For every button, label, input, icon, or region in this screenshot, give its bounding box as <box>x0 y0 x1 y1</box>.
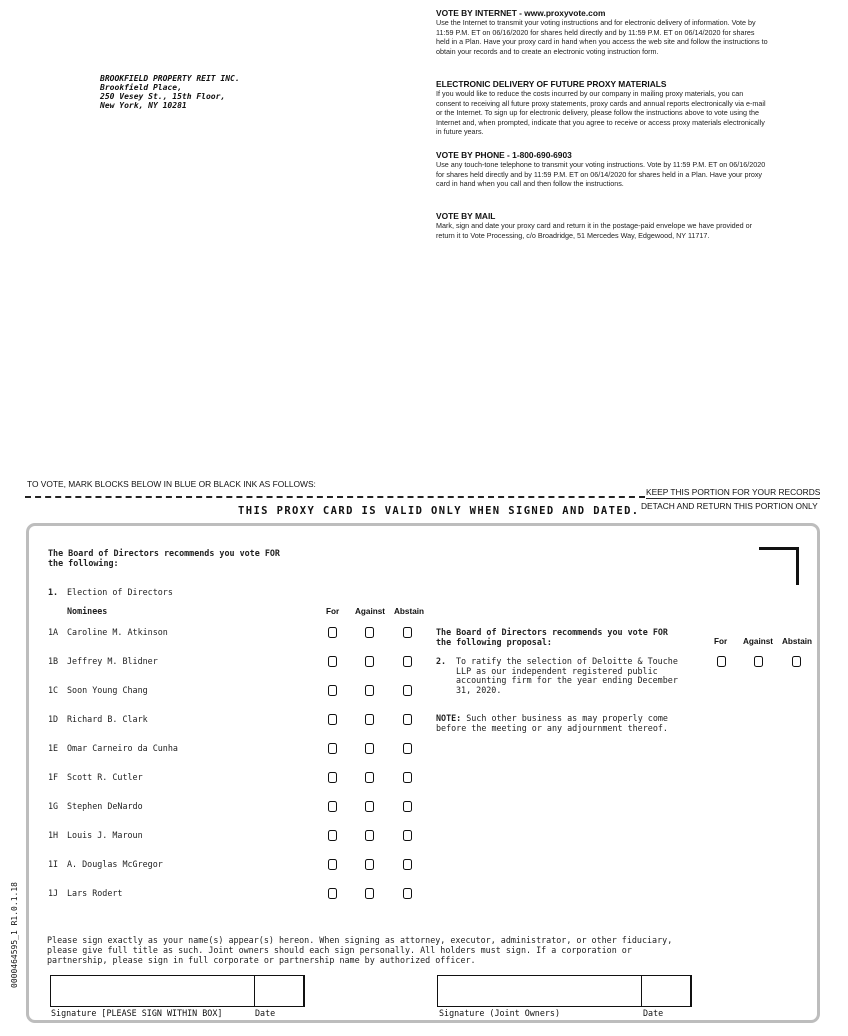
proposal-number: 2. <box>436 656 447 666</box>
vote-by-phone-heading: VOTE BY PHONE - 1-800-690-6903 <box>436 150 572 160</box>
vote-for-checkbox[interactable] <box>328 830 337 841</box>
electronic-delivery-heading: ELECTRONIC DELIVERY OF FUTURE PROXY MATERIALS <box>436 79 667 89</box>
sign-instruction-line: partnership, please sign in full corporate or partnership name by authorized officer. <box>47 954 476 965</box>
joint-date-divider <box>641 976 642 1006</box>
proposal-for-checkbox[interactable] <box>717 656 726 667</box>
vote-by-internet-heading: VOTE BY INTERNET - www.proxyvote.com <box>436 8 606 18</box>
board-recommendation-1 <box>48 549 280 568</box>
date-divider <box>254 976 255 1006</box>
nominee-code: 1I <box>48 859 59 869</box>
proposal-line: accounting firm for the year ending December <box>456 675 678 685</box>
corner-mark <box>759 547 799 585</box>
note-text <box>436 714 668 733</box>
vote-by-internet-section <box>436 8 768 56</box>
vote-for-checkbox[interactable] <box>328 714 337 725</box>
nominee-name: Caroline M. Atkinson <box>67 627 168 637</box>
proposal-abstain-header: Abstain <box>782 637 813 646</box>
vote-against-checkbox[interactable] <box>365 627 374 638</box>
nominee-code: 1G <box>48 801 59 811</box>
valid-notice: THIS PROXY CARD IS VALID ONLY WHEN SIGNED AND DATED. <box>238 505 640 517</box>
vote-by-mail-section <box>436 211 768 240</box>
proposal-line: To ratify the selection of Deloitte & Touche <box>456 656 678 666</box>
nominee-name: Louis J. Maroun <box>67 830 143 840</box>
nominee-code: 1C <box>48 685 59 695</box>
vote-for-checkbox[interactable] <box>328 772 337 783</box>
note-line: before the meeting or any adjournment thereof. <box>436 722 668 733</box>
nominee-name: Jeffrey M. Blidner <box>67 656 158 666</box>
vote-abstain-checkbox[interactable] <box>403 772 412 783</box>
vote-abstain-checkbox[interactable] <box>403 830 412 841</box>
proposal-line: LLP as our independent registered public <box>456 665 658 676</box>
board-recommendation-line: The Board of Directors recommends you vote FOR <box>436 627 668 637</box>
vote-abstain-checkbox[interactable] <box>403 627 412 638</box>
address-line: Brookfield Place, <box>100 83 182 92</box>
vote-abstain-checkbox[interactable] <box>403 656 412 667</box>
vote-for-checkbox[interactable] <box>328 801 337 812</box>
keep-portion-label: KEEP THIS PORTION FOR YOUR RECORDS <box>646 487 821 497</box>
vote-abstain-checkbox[interactable] <box>403 888 412 899</box>
joint-signature-label: Signature (Joint Owners) <box>439 1008 561 1018</box>
vote-abstain-checkbox[interactable] <box>403 743 412 754</box>
board-recommendation-line: the following: <box>48 557 119 568</box>
vote-against-checkbox[interactable] <box>365 859 374 870</box>
vote-against-checkbox[interactable] <box>365 743 374 754</box>
vote-for-checkbox[interactable] <box>328 656 337 667</box>
against-column-header: Against <box>355 607 386 616</box>
date-label: Date <box>255 1008 276 1018</box>
nominee-name: Soon Young Chang <box>67 685 148 695</box>
nominee-code: 1D <box>48 714 59 724</box>
nominees-header: Nominees <box>67 606 108 616</box>
vote-against-checkbox[interactable] <box>365 772 374 783</box>
sign-instructions <box>47 936 672 965</box>
vote-for-checkbox[interactable] <box>328 627 337 638</box>
proposal-text <box>456 657 678 695</box>
vote-against-checkbox[interactable] <box>365 830 374 841</box>
vote-for-checkbox[interactable] <box>328 859 337 870</box>
proposal-against-checkbox[interactable] <box>754 656 763 667</box>
item-number: 1. <box>48 587 59 597</box>
document-id: 0000464595_1 R1.0.1.18 <box>10 882 19 988</box>
nominee-code: 1B <box>48 656 59 666</box>
for-column-header: For <box>326 607 340 616</box>
proposal-line: 31, 2020. <box>456 684 502 695</box>
nominee-code: 1E <box>48 743 59 753</box>
nominee-code: 1H <box>48 830 59 840</box>
address-line: 250 Vesey St., 15th Floor, <box>100 92 226 101</box>
nominee-code: 1F <box>48 772 59 782</box>
vote-against-checkbox[interactable] <box>365 685 374 696</box>
nominee-code: 1A <box>48 627 59 637</box>
vote-for-checkbox[interactable] <box>328 743 337 754</box>
sign-instruction-line: Please sign exactly as your name(s) appear(s) hereon. When signing as attorney, executor, administrator, or other fiduciary, <box>47 935 673 945</box>
perforation-line <box>25 496 645 498</box>
vote-against-checkbox[interactable] <box>365 888 374 899</box>
signature-box[interactable] <box>50 975 305 1007</box>
joint-date-label: Date <box>643 1008 664 1018</box>
vote-by-internet-text: Use the Internet to transmit your voting instructions and for electronic delivery of information. Vote by 11:59 P.M. ET on 06/16/2020 for shares held directly and by 11:59 P.M. ET on 06/14/2020 for shares held in a Plan. Have your proxy card in hand when you access the web site and follow the instructions to obtain your records and to create an electronic voting instruction form. <box>436 18 768 56</box>
nominee-name: Omar Carneiro da Cunha <box>67 743 178 753</box>
vote-against-checkbox[interactable] <box>365 714 374 725</box>
note-label: NOTE: <box>436 713 462 723</box>
nominee-name: A. Douglas McGregor <box>67 859 163 869</box>
vote-by-phone-text: Use any touch-tone telephone to transmit your voting instructions. Vote by 11:59 P.M. ET on 06/16/2020 for shares held directly and by 11:59 P.M. ET on 06/14/2020 for shares held in a Plan. Have your proxy card in hand when you call and then follow the instructions. <box>436 160 766 189</box>
vote-by-mail-text: Mark, sign and date your proxy card and return it in the postage-paid envelope we have provided or return it to Vote Processing, c/o Broadridge, 51 Mercedes Way, Edgewood, NY 11717. <box>436 221 753 240</box>
vote-for-checkbox[interactable] <box>328 888 337 899</box>
joint-signature-box[interactable] <box>437 975 692 1007</box>
nominee-name: Richard B. Clark <box>67 714 148 724</box>
company-address <box>100 74 240 110</box>
nominee-name: Lars Rodert <box>67 888 123 898</box>
board-recommendation-2 <box>436 628 668 647</box>
detach-portion-label: DETACH AND RETURN THIS PORTION ONLY <box>641 501 818 511</box>
company-name: BROOKFIELD PROPERTY REIT INC. <box>100 74 240 83</box>
address-line: New York, NY 10281 <box>100 101 187 110</box>
signature-label: Signature [PLEASE SIGN WITHIN BOX] <box>51 1008 223 1018</box>
vote-by-mail-heading: VOTE BY MAIL <box>436 211 496 221</box>
electronic-delivery-section <box>436 79 768 137</box>
proposal-for-header: For <box>714 637 728 646</box>
note-line: Such other business as may properly come <box>461 713 668 723</box>
vote-for-checkbox[interactable] <box>328 685 337 696</box>
vote-by-phone-section <box>436 150 768 189</box>
vote-abstain-checkbox[interactable] <box>403 714 412 725</box>
proposal-against-header: Against <box>743 637 774 646</box>
board-recommendation-line: The Board of Directors recommends you vote FOR <box>48 548 280 558</box>
item-label: Election of Directors <box>67 587 173 597</box>
proposal-abstain-checkbox[interactable] <box>792 656 801 667</box>
electronic-delivery-text: If you would like to reduce the costs incurred by our company in mailing proxy materials, you can consent to receiving all future proxy statements, proxy cards and annual reports electronically via e-mail or the Internet. To sign up for electronic delivery, please follow the instructions above to vote using the Internet and, when prompted, indicate that you agree to receive or access proxy materials electronically in future years. <box>436 89 766 137</box>
nominee-name: Scott R. Cutler <box>67 772 143 782</box>
nominee-name: Stephen DeNardo <box>67 801 143 811</box>
abstain-column-header: Abstain <box>394 607 425 616</box>
nominee-code: 1J <box>48 888 59 898</box>
board-recommendation-line: the following proposal: <box>436 636 552 647</box>
vote-abstain-checkbox[interactable] <box>403 859 412 870</box>
vote-abstain-checkbox[interactable] <box>403 685 412 696</box>
vote-against-checkbox[interactable] <box>365 656 374 667</box>
vote-abstain-checkbox[interactable] <box>403 801 412 812</box>
vote-against-checkbox[interactable] <box>365 801 374 812</box>
to-vote-instruction: TO VOTE, MARK BLOCKS BELOW IN BLUE OR BLACK INK AS FOLLOWS: <box>27 479 316 489</box>
sign-instruction-line: please give full title as such. Joint owners should each sign personally. All holders must sign. If a corporation or <box>47 944 632 955</box>
